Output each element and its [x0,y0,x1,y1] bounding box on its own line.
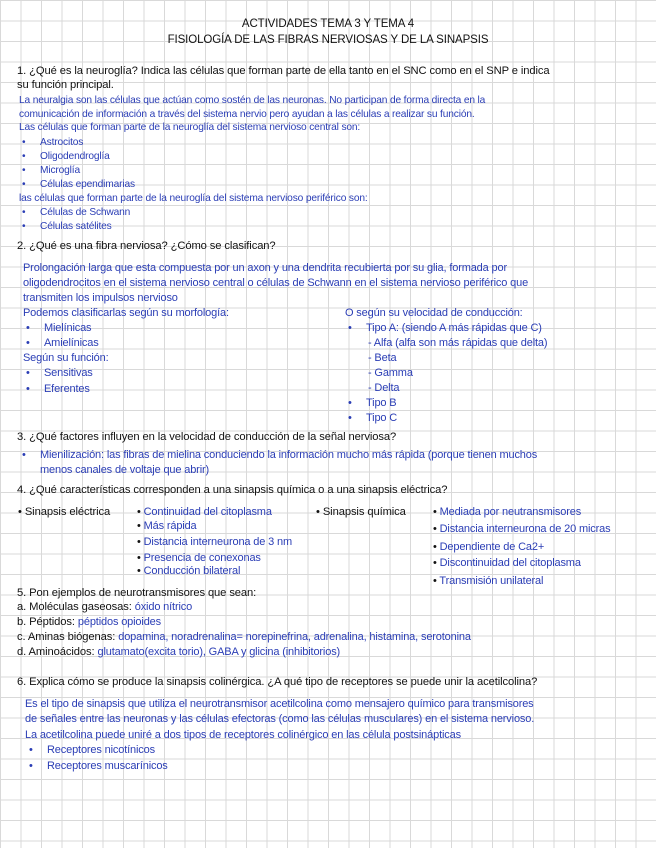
q6-question: 6. Explica cómo se produce la sinapsis colinérgica. ¿A qué tipo de receptores se puede unir la acetilcolina? [17,676,538,688]
q6-answer-line2: de señales entre las neuronas y las células efectoras (como las células musculares) en el sistema nervioso. [25,713,535,725]
q2-speed-type-c: • Tipo C [366,412,397,424]
q1-question-line1: 1. ¿Qué es la neuroglía? Indica las células que forman parte de ella tanto en el SNC como en el SNP e indica [17,65,550,77]
q4-chemical-item: • Mediada por neutransmisores [433,506,582,518]
q4-electrical-item: • Conducción bilateral [137,565,241,577]
q6-answer-line1: Es el tipo de sinapsis que utiliza el neurotransmisor acetilcolina como mensajero químico para transmisores [25,698,534,710]
q4-chemical-item: • Discontinuidad del citoplasma [433,557,581,569]
document-title-line2: FISIOLOGÍA DE LAS FIBRAS NERVIOSAS Y DE LA SINAPSIS [167,34,489,46]
q1-snc-item: • Microglía [40,165,80,176]
q1-snc-item: • Astrocitos [40,137,83,148]
q2-question: 2. ¿Qué es una fibra nerviosa? ¿Cómo se clasifican? [17,240,276,252]
q2-speed-subtype: - Gamma [368,367,413,379]
q1-snp-item: • Células satélites [40,221,112,232]
q6-receptor-item: • Receptores nicotínicos [47,744,155,756]
q1-snc-item: • Oligodendroglía [40,151,110,162]
q4-chemical-item: • Distancia interneurona de 20 micras [433,523,611,535]
q1-snp-item: • Células de Schwann [40,207,130,218]
q2-speed-subtype: - Delta [368,382,400,394]
q3-answer-line1: • Mienilización: las fibras de mielina conduciendo la información mucho más rápida (porque tienen muchos [40,449,537,461]
q6-answer-line3: La acetilcolina puede uniré a dos tipos de receptores colinérgico en las célula postsinápticas [25,729,461,741]
q1-snc-intro: Las células que forman parte de la neuroglía del sistema nervioso central son: [19,122,361,133]
q5-item-c: c. Aminas biógenas: dopamina, noradrenalina= norepinefrina, adrenalina, histamina, serotonina [17,631,471,643]
q2-speed-intro: O según su velocidad de conducción: [345,307,523,319]
q2-function-item: • Sensitivas [44,367,93,379]
q4-chemical-item: • Transmisión unilateral [433,575,544,587]
q2-speed-subtype: - Alfa (alfa son más rápidas que delta) [368,337,548,349]
q2-morphology-item: • Mielínicas [44,322,91,334]
q5-question: 5. Pon ejemplos de neurotransmisores que sean: [17,587,257,599]
q1-answer-line1: La neuralgia son las células que actúan como sostén de las neuronas. No participan de forma directa en la [19,95,486,106]
q1-snc-item: • Células ependimarias [40,179,135,190]
q2-speed-type-b: • Tipo B [366,397,396,409]
q4-electrical-item: • Continuidad del citoplasma [137,506,272,518]
q3-question: 3. ¿Qué factores influyen en la velocidad de conducción de la señal nerviosa? [17,431,397,443]
q5-item-a: a. Moléculas gaseosas: óxido nítrico [17,601,193,613]
q4-electrical-item: • Presencia de conexonas [137,552,261,564]
q5-item-b: b. Péptidos: péptidos opioides [17,616,161,628]
q2-function-item: • Eferentes [44,383,90,395]
q5-item-d: d. Aminoácidos: glutamato(excita torio), GABA y glicina (inhibitorios) [17,646,341,658]
q2-speed-subtype: - Beta [368,352,397,364]
q4-electrical-label: • Sinapsis eléctrica [18,506,111,518]
q1-question-line2: su función principal. [17,79,114,91]
q4-question: 4. ¿Qué características corresponden a una sinapsis química o a una sinapsis eléctrica? [17,484,448,496]
q4-electrical-item: • Más rápida [137,520,197,532]
q6-receptor-item: • Receptores muscarínicos [47,760,168,772]
q1-snp-intro: las células que forman parte de la neuroglía del sistema nervioso periférico son: [19,193,368,204]
q2-speed-type-a: • Tipo A: (siendo A más rápidas que C) [366,322,542,334]
q2-morphology-intro: Podemos clasificarlas según su morfología: [23,307,229,319]
q2-answer-line1: Prolongación larga que esta compuesta por un axon y una dendrita recubierta por su glia, formada por [23,262,507,274]
q4-electrical-item: • Distancia interneurona de 3 nm [137,536,292,548]
q2-function-intro: Según su función: [23,352,109,364]
q2-morphology-item: • Amielínicas [44,337,99,349]
q2-answer-line2: oligodendrocitos en el sistema nervioso central o células de Schwann en el sistema nervioso periférico que [23,277,529,289]
q4-chemical-label: • Sinapsis química [316,506,406,518]
q4-chemical-item: • Dependiente de Ca2+ [433,541,545,553]
q3-answer-line2: menos canales de voltaje que abrir) [40,464,210,476]
q1-answer-line2: comunicación de información a través del sistema nervio pero ayudan a las células a realizar su función. [19,109,475,120]
document-title-line1: ACTIVIDADES TEMA 3 Y TEMA 4 [241,18,415,30]
q2-answer-line3: transmiten los impulsos nervioso [23,292,178,304]
